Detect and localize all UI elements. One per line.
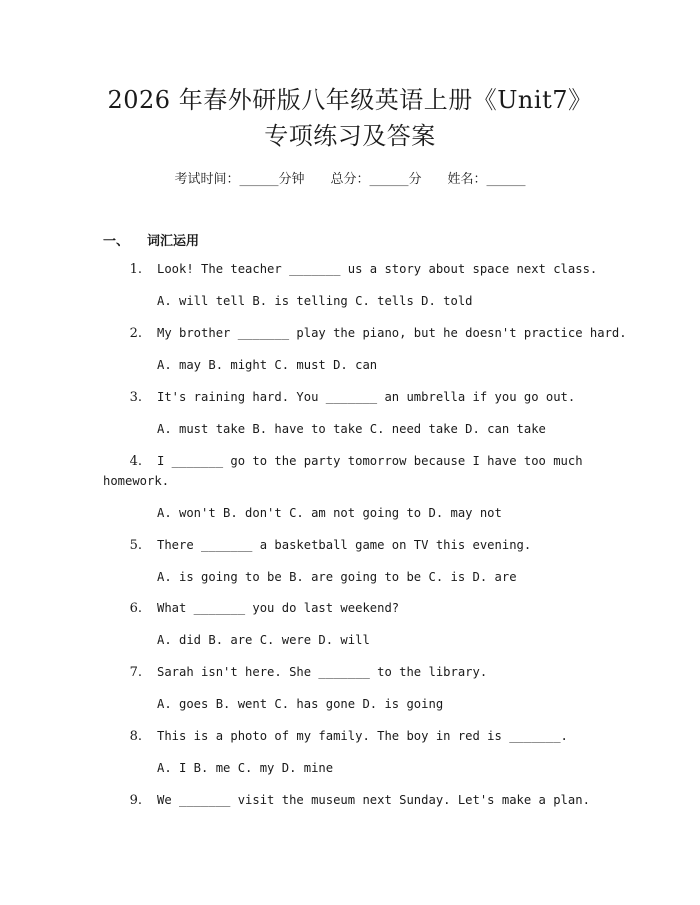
question-text: It's raining hard. You _______ an umbrella if you go out. xyxy=(157,390,576,404)
question-number: 8. xyxy=(129,729,142,744)
question-options: A. won't B. don't C. am not going to D. may not xyxy=(157,506,502,520)
question-options: A. will tell B. is telling C. tells D. told xyxy=(157,294,473,308)
question-text: Look! The teacher _______ us a story about space next class. xyxy=(157,262,598,276)
question-number: 4. xyxy=(129,454,142,469)
question-options: A. must take B. have to take C. need take D. can take xyxy=(157,422,546,436)
question-options: A. is going to be B. are going to be C. is D. are xyxy=(157,570,517,584)
question-options: A. I B. me C. my D. mine xyxy=(157,761,334,775)
question-text: What _______ you do last weekend? xyxy=(157,601,400,615)
question-options: A. did B. are C. were D. will xyxy=(157,633,370,647)
question-text: This is a photo of my family. The boy in red is _______. xyxy=(157,729,568,743)
question-text: We _______ visit the museum next Sunday. Let's make a plan. xyxy=(157,793,590,807)
section-title: 词汇运用 xyxy=(147,234,200,249)
section-number: 一、 xyxy=(103,234,130,249)
question-options: A. goes B. went C. has gone D. is going xyxy=(157,697,444,711)
page-title: 2026 年春外研版八年级英语上册《Unit7》 xyxy=(107,86,593,114)
question-options: A. may B. might C. must D. can xyxy=(157,358,378,372)
question-text: There _______ a basketball game on TV this evening. xyxy=(157,538,532,552)
question-number: 6. xyxy=(129,601,142,616)
question-text-continued: homework. xyxy=(103,474,170,488)
question-number: 3. xyxy=(129,390,142,405)
question-text: My brother _______ play the piano, but he doesn't practice hard. xyxy=(157,326,627,340)
question-text: Sarah isn't here. She _______ to the library. xyxy=(157,665,488,679)
question-number: 2. xyxy=(129,326,142,341)
page-subtitle: 专项练习及答案 xyxy=(264,122,436,150)
total-score-field: 总分：______分 xyxy=(330,172,422,187)
section-heading xyxy=(103,230,199,249)
question-number: 9. xyxy=(129,793,142,808)
question-text: I _______ go to the party tomorrow because I have too much xyxy=(157,454,583,468)
question-number: 7. xyxy=(129,665,142,680)
question-number: 5. xyxy=(129,538,142,553)
question-number: 1. xyxy=(129,262,142,277)
exam-info xyxy=(0,168,700,187)
exam-time-field: 考试时间：______分钟 xyxy=(174,172,305,187)
student-name-field: 姓名：______ xyxy=(447,172,526,187)
